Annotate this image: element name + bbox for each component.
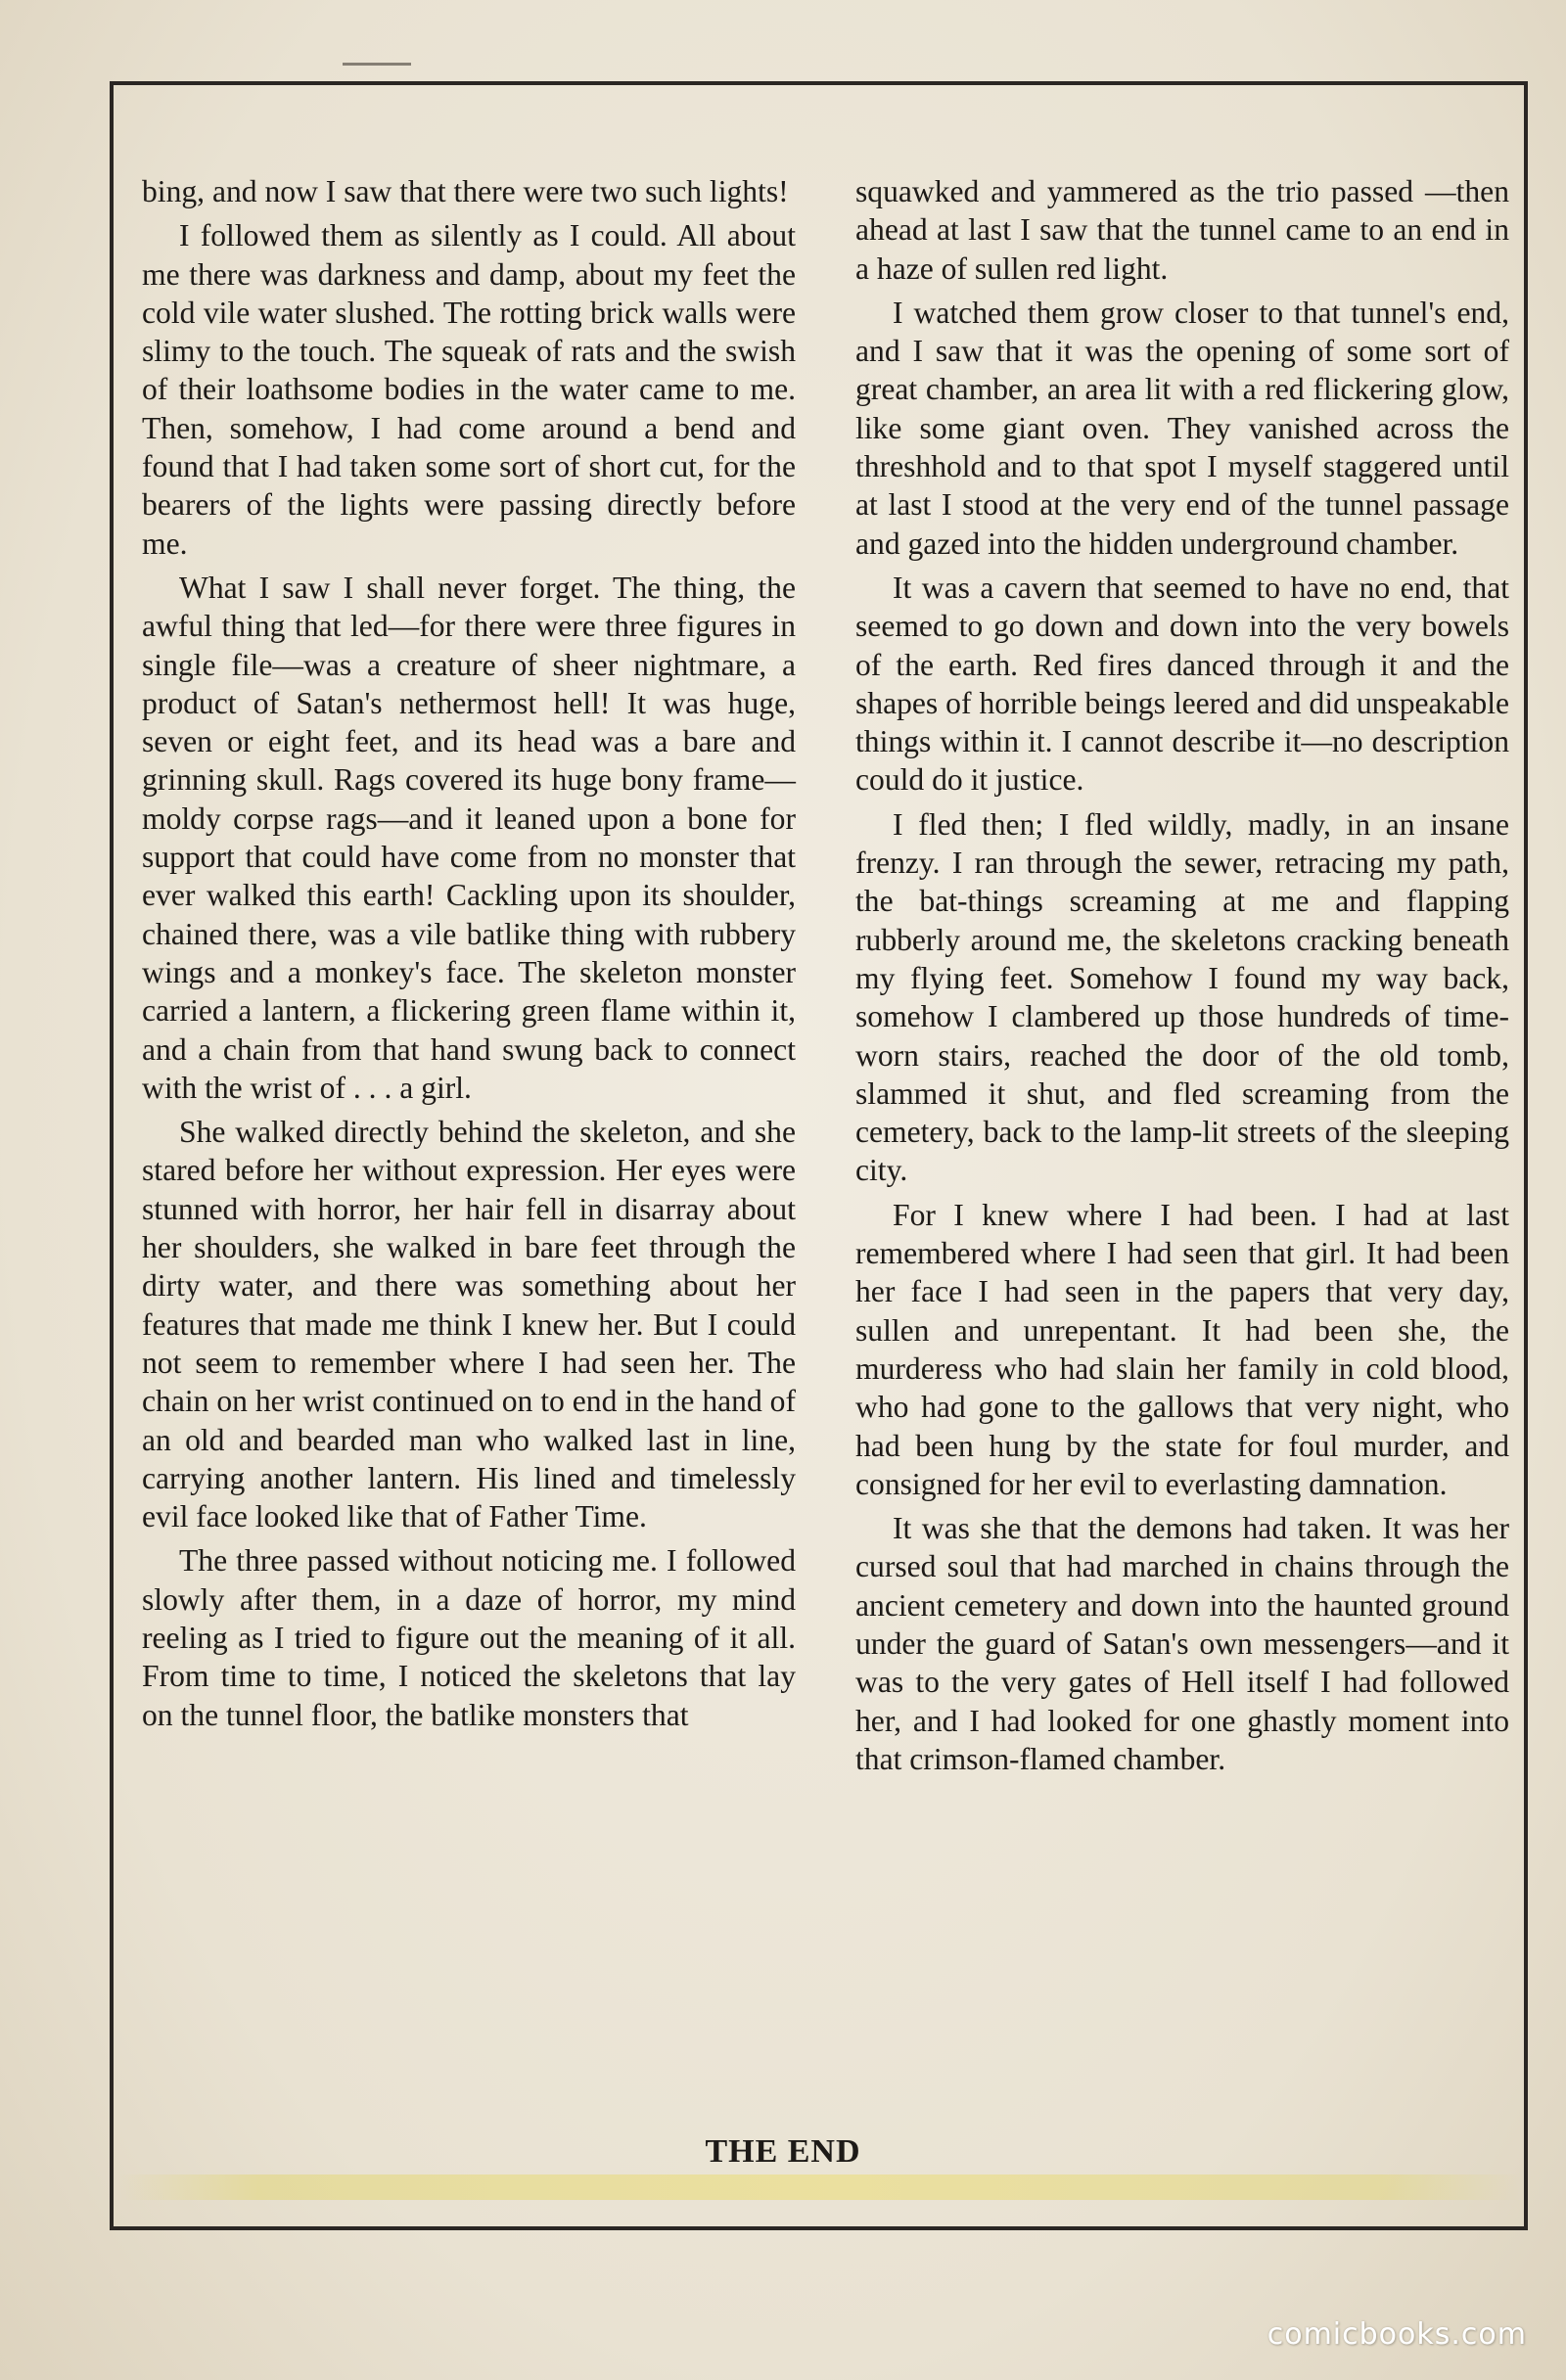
paragraph: The three passed without noticing me. I followed slowly after them, in a daze of horror, my mind reeling as I tried to figure out the meaning of it all. From time to time, I noticed the skeletons that lay on the tunnel floor, the batlike monsters that xyxy=(142,1543,796,1732)
paragraph: It was a cavern that seemed to have no end, that seemed to go down and down into the very bowels of the earth. Red fires danced through it and the shapes of horrible beings leered and did unspeakable things within it. I cannot describe it—no description could do it justice. xyxy=(855,570,1509,798)
paragraph: I followed them as silently as I could. All about me there was darkness and damp, about my feet the cold vile water slushed. The rotting brick walls were slimy to the touch. The squeak of rats and the swish of their loathsome bodies in the water came to me. Then, somehow, I had come around a bend and found that I had taken some sort of short cut, for the bearers of the lights were passing directly before me. xyxy=(142,218,796,561)
paragraph: What I saw I shall never forget. The thing, the awful thing that led—for there were three figures in single file—was a creature of sheer nightmare, a product of Satan's nethermost hell! It was huge, seven or eight feet, and its head was a bare and grinning skull. Rags covered its huge bony frame—moldy corpse rags—and it leaned upon a bone for support that could have come from no monster that ever walked this earth! Cackling upon its shoulder, chained there, was a vile batlike thing with rubbery wings and a monkey's face. The skeleton monster carried a lantern, a flickering green flame within it, and a chain from that hand swung back to connect with the wrist of . . . a girl. xyxy=(142,570,796,1105)
paragraph: squawked and yammered as the trio passed —then ahead at last I saw that the tunnel came to an end in a haze of sullen red light. xyxy=(855,174,1509,286)
paragraph: She walked directly behind the skeleton, and she stared before her without expression. Her eyes were stunned with horror, her hair fell in disarray about her shoulders, she walked in bare feet through the dirty water, and there was something about her features that made me think I knew her. But I could not seem to remember where I had seen her. The chain on her wrist continued on to end in the hand of an old and bearded man who walked last in line, carrying another lantern. His lined and timelessly evil face looked like that of Father Time. xyxy=(142,1115,796,1534)
left-text-column xyxy=(142,172,796,1740)
site-watermark: comicbooks.com xyxy=(1267,2317,1527,2352)
yellow-stain-band xyxy=(117,2174,1523,2200)
print-mark xyxy=(343,63,411,66)
paragraph: I fled then; I fled wildly, madly, in an insane frenzy. I ran through the sewer, retracing my path, the bat-things screaming at me and flapping rubberly around me, the skeletons cracking beneath my flying feet. Somehow I found my way back, somehow I clambered up those hundreds of time-worn stairs, reached the door of the old tomb, slammed it shut, and fled screaming from the cemetery, back to the lamp-lit streets of the sleeping city. xyxy=(855,806,1509,1188)
paragraph: For I knew where I had been. I had at last remembered where I had seen that girl. It had been her face I had seen in the papers that very day, sullen and unrepentant. It had been she, the murderess who had slain her family in cold blood, who had gone to the gallows that very night, who had been hung by the state for foul murder, and consigned for her evil to everlasting damnation. xyxy=(855,1197,1509,1501)
the-end-heading: THE END xyxy=(705,2133,861,2170)
paragraph: I watched them grow closer to that tunnel's end, and I saw that it was the opening of some sort of great chamber, an area lit with a red flickering glow, like some giant oven. They vanished across the threshhold and to that spot I myself staggered until at last I stood at the very end of the tunnel passage and gazed into the hidden underground chamber. xyxy=(855,295,1509,561)
paragraph: bing, and now I saw that there were two such lights! xyxy=(142,174,789,208)
paragraph: It was she that the demons had taken. It was her cursed soul that had marched in chains through the ancient cemetery and down into the haunted ground under the guard of Satan's own messengers—and it was to the very gates of Hell itself I had followed her, and I had looked for one ghastly moment into that crimson-flamed chamber. xyxy=(855,1511,1509,1776)
right-text-column xyxy=(855,172,1509,1784)
